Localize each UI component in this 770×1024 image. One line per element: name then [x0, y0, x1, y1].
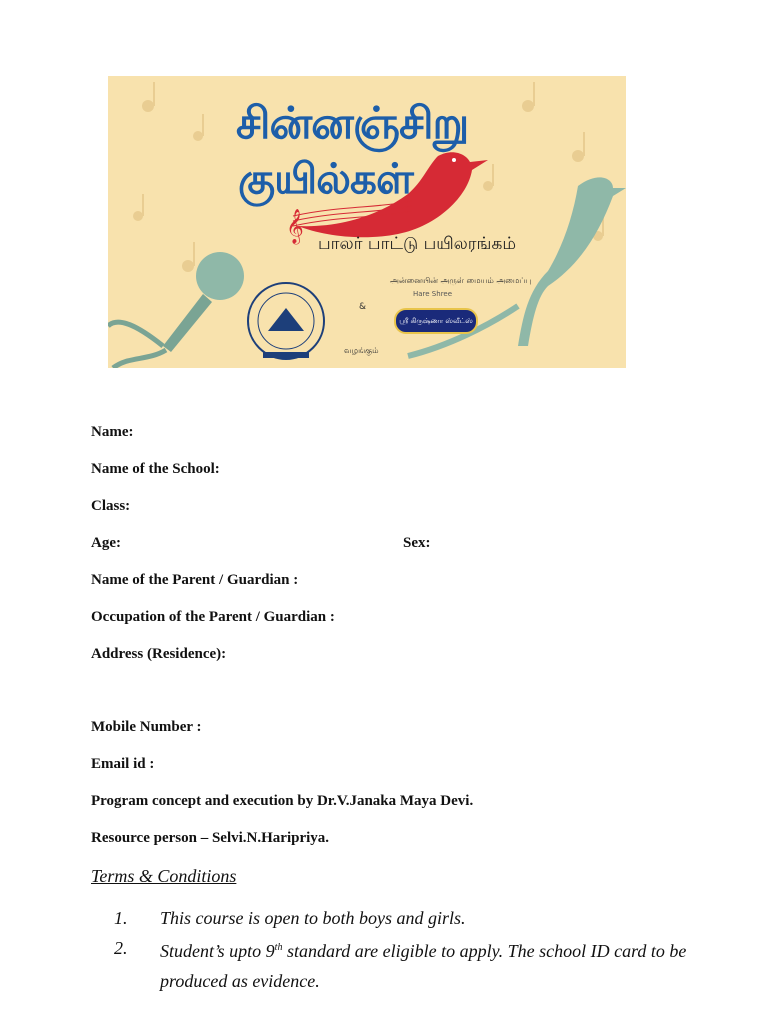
terms-item: [110, 933, 690, 996]
terms-item-number: 1.: [114, 908, 128, 928]
banner-ampersand: &: [359, 302, 367, 312]
resource-person-credit: Resource person – Selvi.N.Haripriya.: [91, 830, 330, 846]
field-parent-name-label: Name of the Parent / Guardian :: [91, 572, 299, 588]
field-mobile-label: Mobile Number :: [91, 719, 202, 735]
field-class-label: Class:: [91, 498, 131, 514]
field-parent-occupation-label: Occupation of the Parent / Guardian :: [91, 609, 335, 625]
terms-item: [110, 903, 690, 933]
field-name-label: Name:: [91, 424, 134, 440]
treble-clef-icon: 𝄞: [286, 210, 304, 243]
terms-item-text-cont: standard are eligible to apply. The school ID card to be produced as evidence.: [160, 941, 687, 991]
terms-item-number: 2.: [114, 938, 128, 958]
field-school-label: Name of the School:: [91, 461, 220, 477]
field-email-label: Email id :: [91, 756, 155, 772]
terms-heading: Terms & Conditions: [91, 866, 237, 886]
school-seal-logo: [248, 283, 324, 359]
terms-item-text: Student’s upto 9: [160, 941, 275, 961]
field-sex-label: Sex:: [403, 535, 431, 551]
event-banner: [108, 76, 626, 368]
banner-subtitle: பாலர் பாட்டு பயிலரங்கம்: [318, 234, 517, 254]
microphone-icon: [108, 252, 244, 368]
banner-presents: வழங்கும்: [344, 346, 379, 355]
field-address-label: Address (Residence):: [91, 646, 227, 662]
terms-item-superscript: th: [274, 942, 283, 953]
sponsor-logo-pill: ஸ்ரீ கிருஷ்ணா ஸ்வீட்ஸ்: [394, 308, 478, 334]
banner-title-line1: சின்னஞ்சிறு: [236, 98, 469, 149]
banner-title-line2: குயில்கள்: [238, 154, 413, 203]
banner-organizer-line: அன்னையின் அருள் மையம் அமைப்பு: [390, 276, 532, 285]
terms-item-text: This course is open to both boys and girls.: [160, 908, 466, 928]
field-age-label: Age:: [91, 535, 121, 551]
program-credit: Program concept and execution by Dr.V.Janaka Maya Devi.: [91, 793, 474, 809]
terms-list: [110, 903, 690, 996]
banner-organizer-line2: Hare Shree: [413, 290, 453, 298]
